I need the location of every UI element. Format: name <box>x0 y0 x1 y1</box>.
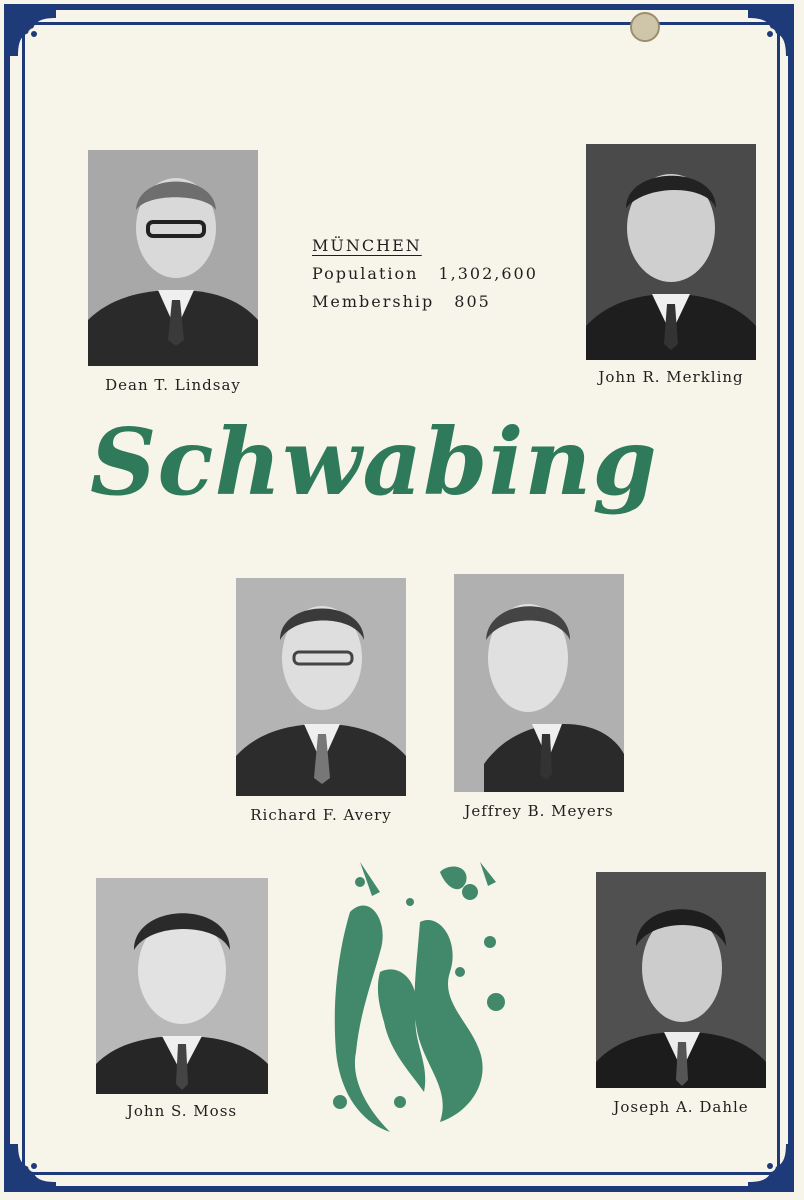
portrait-caption: Dean T. Lindsay <box>105 376 241 394</box>
membership-row <box>312 288 538 316</box>
green-ink-emblem-icon <box>320 852 520 1142</box>
portrait-caption: Joseph A. Dahle <box>613 1098 749 1116</box>
corner-ornament-icon <box>6 6 60 60</box>
portrait-photo <box>236 578 406 796</box>
portrait-photo <box>96 878 268 1094</box>
portrait-caption: John S. Moss <box>126 1102 238 1120</box>
population-row <box>312 260 538 288</box>
population-label: Population <box>312 264 419 283</box>
corner-ornament-icon <box>744 6 798 60</box>
binder-hole <box>630 12 660 42</box>
portrait-photo <box>586 144 756 360</box>
portrait-caption: Richard F. Avery <box>250 806 392 824</box>
corner-ornament-icon <box>6 1140 60 1194</box>
population-value: 1,302,600 <box>438 264 538 283</box>
portrait-photo <box>88 150 258 366</box>
portrait-caption: John R. Merkling <box>598 368 744 386</box>
portrait-photo <box>454 574 624 792</box>
portrait-caption: Jeffrey B. Meyers <box>464 802 614 820</box>
page-title: Schwabing <box>90 408 658 516</box>
membership-label: Membership <box>312 292 435 311</box>
portrait-photo <box>596 872 766 1088</box>
city-name: MÜNCHEN <box>312 236 422 255</box>
corner-ornament-icon <box>744 1140 798 1194</box>
city-info <box>312 232 538 316</box>
membership-value: 805 <box>454 292 491 311</box>
